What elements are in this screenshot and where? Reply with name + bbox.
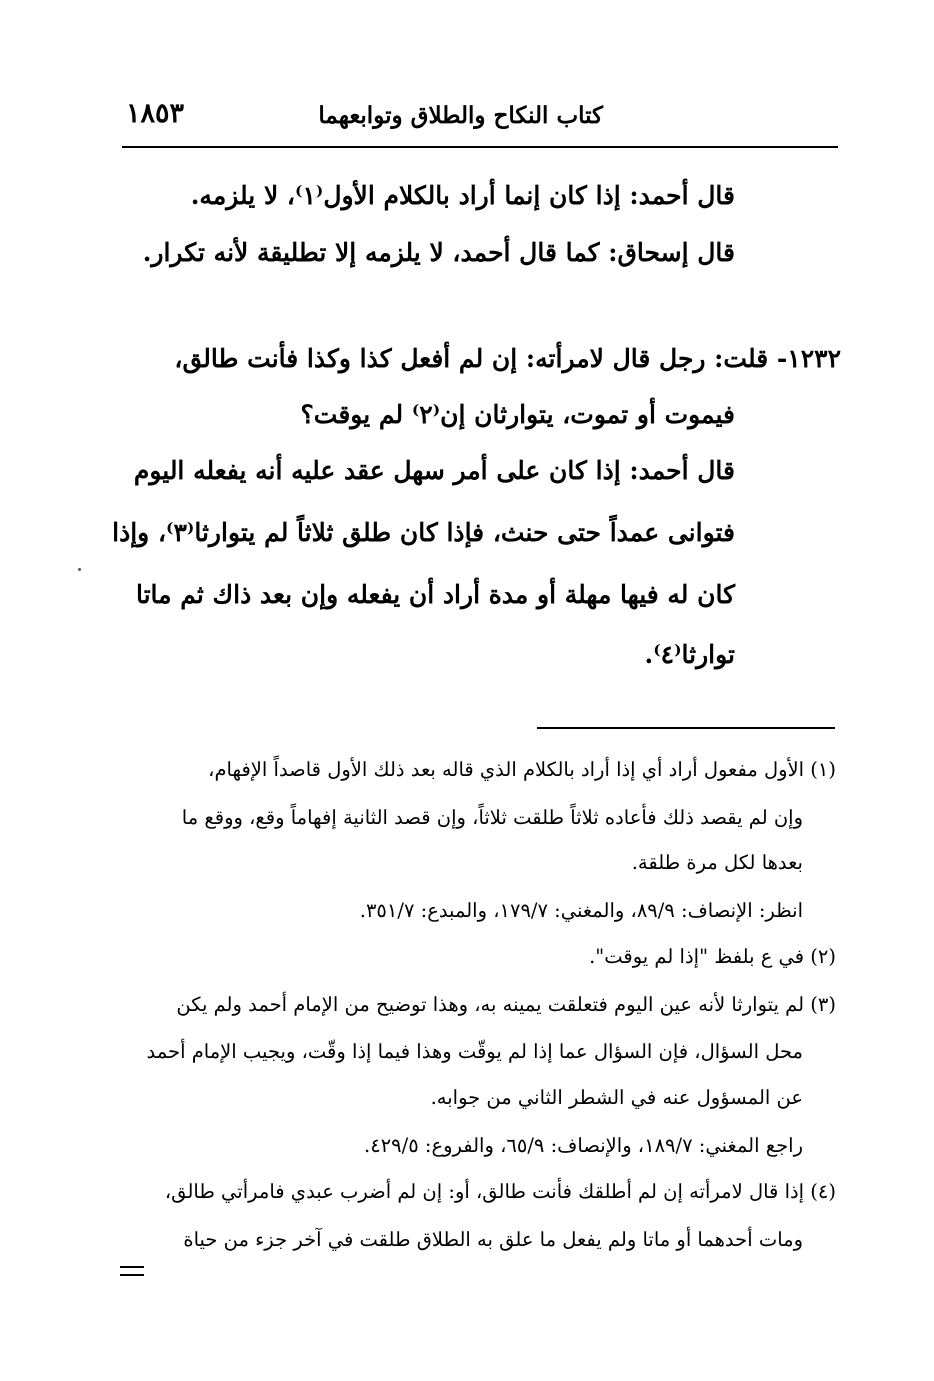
footnote-line: (٣) لم يتوارثا لأنه عين اليوم فتعلقت يمينه به، وهذا توضيح من الإمام أحمد ولم يكن (176, 993, 836, 1016)
body-line: توارثا⁽٤⁾. (644, 640, 735, 669)
footnote-line: انظر: الإنصاف: ٨٩/٩، والمغني: ١٧٩/٧، والمبدع: ٣٥١/٧. (359, 899, 803, 922)
footnote-line: عن المسؤول عنه في الشطر الثاني من جوابه. (430, 1086, 803, 1109)
continuation-mark (120, 1266, 144, 1276)
footnote-line: محل السؤال، فإن السؤال عما إذا لم يوقّت وهذا فيما إذا وقّت، ويجيب الإمام أحمد (146, 1040, 803, 1063)
speck (78, 568, 81, 571)
body-line: قال أحمد: إذا كان إنما أراد بالكلام الأول⁽١⁾، لا يلزمه. (190, 181, 735, 210)
footnote-line: (٤) إذا قال لامرأته إن لم أطلقك فأنت طالق، أو: إن لم أضرب عبدي فامرأتي طالق، (164, 1180, 836, 1203)
footnote-line: بعدها لكل مرة طلقة. (631, 851, 803, 874)
body-line: قال إسحاق: كما قال أحمد، لا يلزمه إلا تطليقة لأنه تكرار. (142, 238, 735, 267)
footnote-separator (537, 727, 835, 729)
footnote-line: (٢) في ع بلفظ "إذا لم يوقت". (589, 945, 836, 968)
footnote-line: (١) الأول مفعول أراد أي إذا أراد بالكلام الذي قاله بعد ذلك الأول قاصداً الإفهام، (208, 758, 836, 781)
footnote-line: وإن لم يقصد ذلك فأعاده ثلاثاً طلقت ثلاثاً، وإن قصد الثانية إفهاماً وقع، ووقع ما (181, 806, 803, 829)
body-line: كان له فيها مهلة أو مدة أراد أن يفعله وإن بعد ذاك ثم ماتا (135, 580, 735, 609)
body-line: فيموت أو تموت، يتوارثان إن⁽٢⁾ لم يوقت؟ (300, 400, 735, 429)
body-line: قال أحمد: إذا كان على أمر سهل عقد عليه أنه يفعله اليوم (133, 456, 735, 485)
body-line: فتوانى عمداً حتى حنث، فإذا كان طلق ثلاثاً لم يتوارثا⁽٣⁾، وإذا (112, 518, 735, 547)
page-number: ١٨٥٣ (126, 98, 185, 129)
chapter-title: كتاب النكاح والطلاق وتوابعهما (318, 102, 603, 129)
footnote-line: ومات أحدهما أو ماتا ولم يفعل ما علق به الطلاق طلقت في آخر جزء من حياة (183, 1228, 803, 1251)
footnote-line: راجع المغني: ١٨٩/٧، والإنصاف: ٦٥/٩، والفروع: ٤٢٩/٥. (364, 1134, 803, 1157)
masalah-heading-line: ١٢٣٢- قلت: رجل قال لامرأته: إن لم أفعل كذا وكذا فأنت طالق، (174, 344, 841, 373)
running-header (122, 98, 838, 148)
